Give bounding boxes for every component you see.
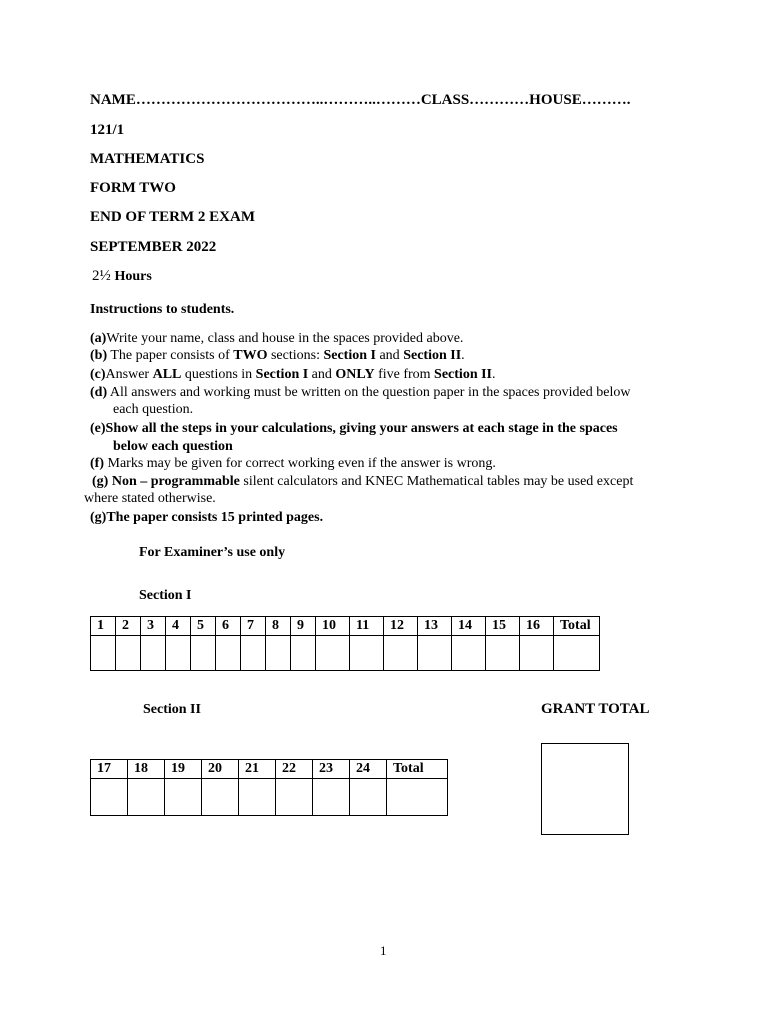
score-column-header: 24 [350,760,387,779]
score-cell[interactable] [291,636,316,671]
paper-code: 121/1 [90,122,125,138]
score-total-cell[interactable] [554,636,600,671]
score-column-header: 23 [313,760,350,779]
instruction-f [90,456,496,472]
score-column-header: 16 [520,617,554,636]
form-level: FORM TWO [90,180,176,196]
instruction-text: The paper consists of [107,348,234,363]
score-column-header: 18 [128,760,165,779]
instruction-emphasis: Section II [434,367,492,382]
subject-title: MATHEMATICS [90,151,205,167]
instruction-d [90,385,630,401]
score-entry-row [91,636,600,671]
score-column-header: Total [554,617,600,636]
instruction-emphasis: Non – programmable [108,474,240,489]
instruction-text: The paper consists 15 printed pages. [106,510,324,525]
instruction-text: sections: [267,348,324,363]
instruction-e-continuation: below each question [113,439,233,454]
score-cell[interactable] [166,636,191,671]
instruction-a [90,331,463,347]
instruction-emphasis: Section II [403,348,462,363]
score-column-header: 14 [452,617,486,636]
score-column-header: Total [387,760,448,779]
score-column-header: 5 [191,617,216,636]
section-1-label: Section I [139,588,192,603]
exam-title: END OF TERM 2 EXAM [90,209,255,225]
score-cell[interactable] [266,636,291,671]
score-cell[interactable] [350,636,384,671]
instruction-emphasis: ALL [152,367,182,382]
instruction-emphasis: TWO [233,348,268,363]
instruction-text: Marks may be given for correct working even if the answer is wrong. [104,456,496,471]
examiner-use-title: For Examiner’s use only [139,545,286,560]
instruction-text: All answers and working must be written on the question paper in the spaces provided below [107,385,631,400]
instruction-label: (b) [90,348,108,363]
instruction-text: five from [374,367,435,382]
instruction-emphasis: ONLY [335,367,375,382]
instruction-text: and [308,367,336,382]
score-column-header: 10 [316,617,350,636]
score-cell[interactable] [241,636,266,671]
score-column-header: 20 [202,760,239,779]
score-column-header: 22 [276,760,313,779]
instruction-text: Write your name, class and house in the spaces provided above. [106,331,464,346]
score-column-header: 4 [166,617,191,636]
name-class-house-line: NAME………………………………..………..………CLASS…………HOUSE………. [90,92,631,108]
instruction-g-continuation: where stated otherwise. [84,491,216,506]
instruction-text: . [461,348,465,363]
duration-number: 2½ [92,268,111,284]
score-column-header: 9 [291,617,316,636]
score-column-header: 6 [216,617,241,636]
section-1-score-table [90,616,600,671]
score-total-cell[interactable] [387,779,448,816]
score-cell[interactable] [165,779,202,816]
score-column-header: 12 [384,617,418,636]
score-cell[interactable] [141,636,166,671]
score-column-header: 21 [239,760,276,779]
instruction-label: (e) [90,421,106,436]
score-entry-row [91,779,448,816]
instruction-b [90,348,465,364]
instruction-c [90,367,496,383]
score-column-header: 1 [91,617,116,636]
score-column-header: 2 [116,617,141,636]
instructions-title: Instructions to students. [90,302,235,317]
score-column-header: 15 [486,617,520,636]
instruction-label: (f) [90,456,104,471]
score-cell[interactable] [91,636,116,671]
duration-unit: Hours [114,269,152,284]
score-cell[interactable] [452,636,486,671]
score-cell[interactable] [216,636,241,671]
instruction-d-continuation: each question. [113,402,194,417]
instruction-g-calculators [92,474,633,490]
score-column-header: 8 [266,617,291,636]
score-cell[interactable] [520,636,554,671]
score-cell[interactable] [418,636,452,671]
score-cell[interactable] [116,636,141,671]
instruction-text: questions in [181,367,256,382]
score-header-row [91,617,600,636]
score-cell[interactable] [384,636,418,671]
instruction-label: (d) [90,385,108,400]
score-cell[interactable] [202,779,239,816]
score-column-header: 19 [165,760,202,779]
instruction-e [90,421,618,437]
score-cell[interactable] [350,779,387,816]
section-2-label: Section II [143,702,201,717]
score-cell[interactable] [316,636,350,671]
page-number: 1 [380,943,387,958]
instruction-label: (a) [90,331,107,346]
grand-total-label: GRANT TOTAL [541,701,650,717]
score-column-header: 7 [241,617,266,636]
grand-total-box[interactable] [541,743,629,835]
score-cell[interactable] [191,636,216,671]
score-column-header: 3 [141,617,166,636]
instruction-text: Answer [105,367,153,382]
instruction-g-pages [90,510,323,526]
exam-date: SEPTEMBER 2022 [90,239,217,255]
score-cell[interactable] [486,636,520,671]
score-column-header: 11 [350,617,384,636]
score-cell[interactable] [313,779,350,816]
score-header-row [91,760,448,779]
score-column-header: 17 [91,760,128,779]
instruction-label: (g) [90,510,107,525]
score-cell[interactable] [276,779,313,816]
instruction-emphasis: Section I [323,348,376,363]
section-2-score-table [90,759,448,816]
instruction-text: silent calculators and KNEC Mathematical tables may be used except [239,474,634,489]
score-column-header: 13 [418,617,452,636]
score-cell[interactable] [128,779,165,816]
instruction-label: (c) [90,367,106,382]
instruction-emphasis: Section I [255,367,309,382]
score-cell[interactable] [91,779,128,816]
instruction-text: Show all the steps in your calculations, giving your answers at each stage in the spaces [105,421,618,436]
instruction-text: and [375,348,404,363]
instruction-label: (g) [92,474,109,489]
instruction-text: . [492,367,496,382]
exam-duration [92,268,152,285]
score-cell[interactable] [239,779,276,816]
